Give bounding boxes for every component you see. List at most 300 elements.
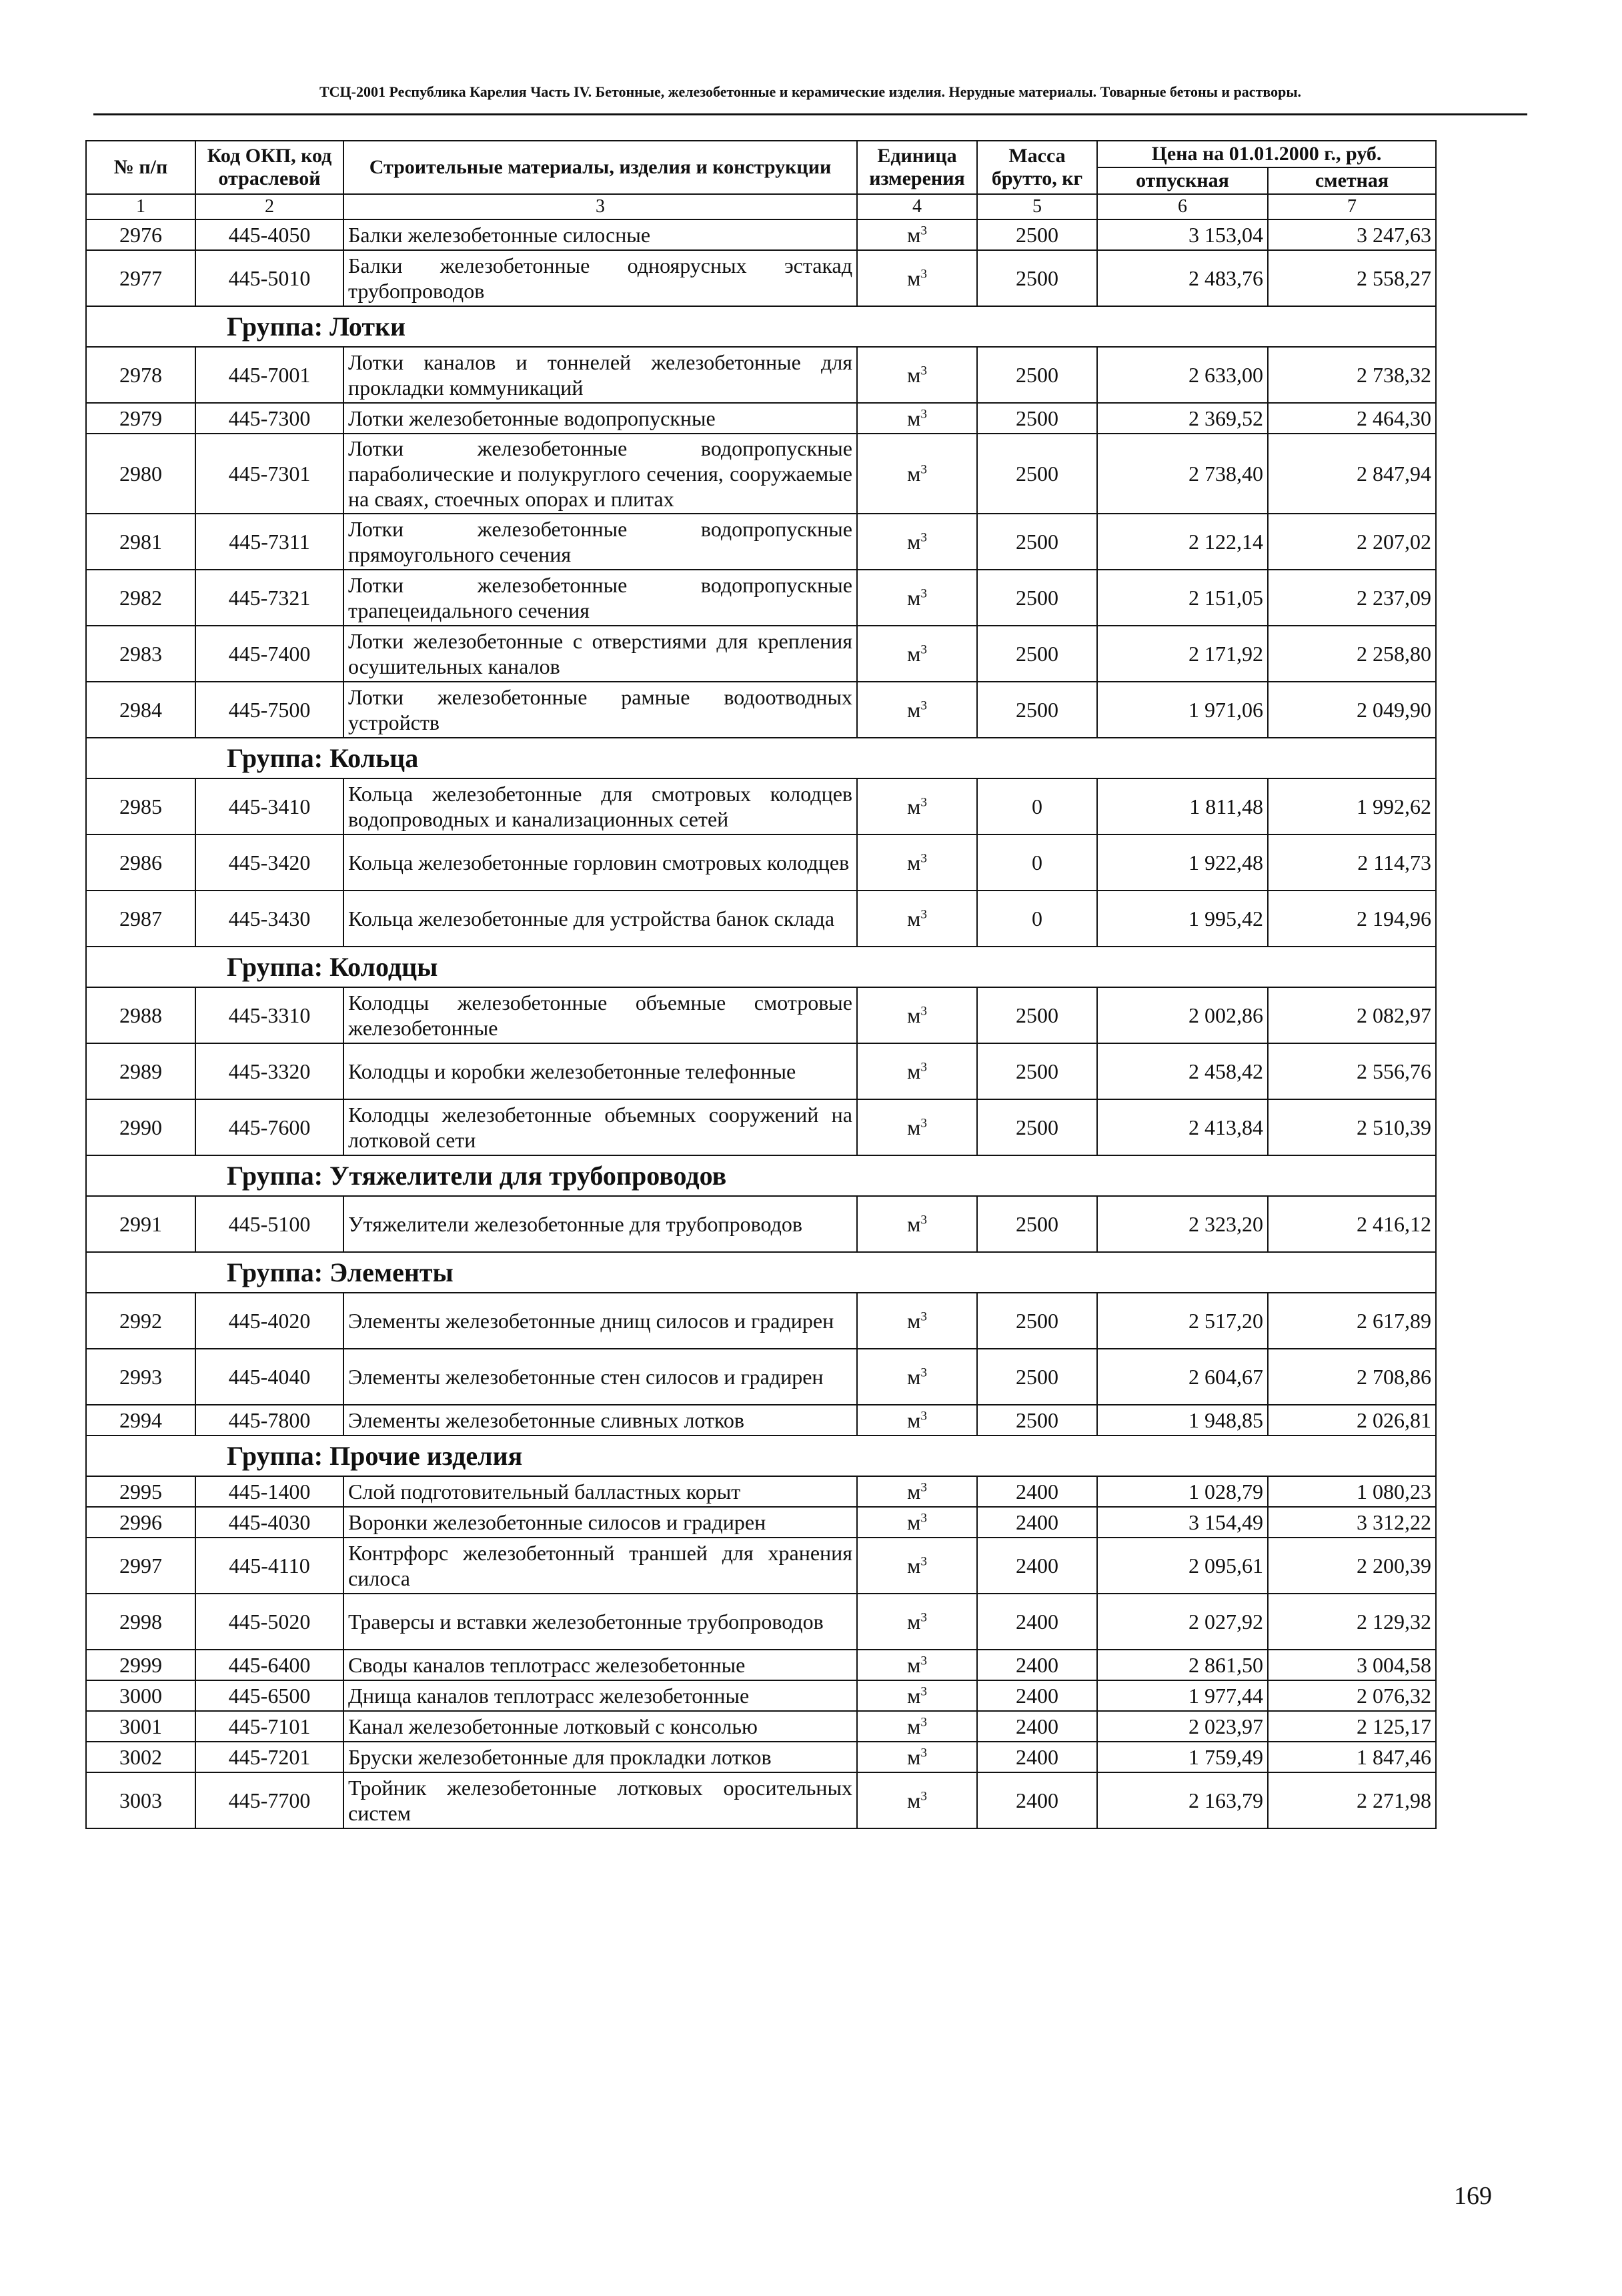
unit-cell [857, 1711, 977, 1742]
row-number: 3002 [86, 1742, 195, 1772]
page-number: 169 [1454, 2182, 1492, 2210]
unit-superscript: 3 [920, 1408, 927, 1423]
okp-code: 445-7800 [195, 1405, 343, 1436]
okp-code: 445-4020 [195, 1293, 343, 1349]
row-number: 3003 [86, 1772, 195, 1828]
unit-text: м [907, 362, 921, 387]
material-name: Колодцы железобетонные объемных сооружений на лотковой сети [343, 1099, 857, 1155]
row-number: 2999 [86, 1650, 195, 1680]
unit-superscript: 3 [920, 1212, 927, 1227]
material-name: Контрфорс железобетонный траншей для хранения силоса [343, 1538, 857, 1594]
unit-superscript: 3 [920, 1480, 927, 1494]
row-number: 2989 [86, 1043, 195, 1099]
estimate-price: 2 049,90 [1268, 682, 1436, 738]
okp-code: 445-7101 [195, 1711, 343, 1742]
estimate-price: 2 194,96 [1268, 891, 1436, 947]
unit-cell [857, 1538, 977, 1594]
unit-text: м [907, 906, 921, 931]
okp-code: 445-7001 [195, 347, 343, 403]
mass-cell: 0 [977, 834, 1097, 891]
mass-cell: 2500 [977, 570, 1097, 626]
table-row [86, 1293, 1436, 1349]
mass-cell: 2500 [977, 403, 1097, 434]
group-title: Группа: Элементы [86, 1252, 1436, 1293]
table-row [86, 1711, 1436, 1742]
table-row [86, 219, 1436, 250]
release-price: 2 517,20 [1097, 1293, 1268, 1349]
group-title: Группа: Прочие изделия [86, 1436, 1436, 1476]
table-row [86, 778, 1436, 834]
estimate-price: 1 992,62 [1268, 778, 1436, 834]
estimate-price: 2 271,98 [1268, 1772, 1436, 1828]
unit-cell [857, 219, 977, 250]
mass-cell: 2500 [977, 219, 1097, 250]
material-name: Днища каналов теплотрасс железобетонные [343, 1680, 857, 1711]
unit-text: м [907, 1553, 921, 1578]
okp-code: 445-7400 [195, 626, 343, 682]
material-name: Канал железобетонные лотковый с консолью [343, 1711, 857, 1742]
release-price: 2 151,05 [1097, 570, 1268, 626]
unit-superscript: 3 [920, 1788, 927, 1803]
price-table [85, 140, 1437, 1829]
mass-cell: 2500 [977, 434, 1097, 514]
row-number: 2996 [86, 1507, 195, 1538]
group-row [86, 1155, 1436, 1196]
material-name: Своды каналов теплотрасс железобетонные [343, 1650, 857, 1680]
okp-code: 445-5100 [195, 1196, 343, 1252]
estimate-price: 2 558,27 [1268, 250, 1436, 306]
estimate-price: 2 464,30 [1268, 403, 1436, 434]
mass-cell: 2400 [977, 1594, 1097, 1650]
row-number: 2986 [86, 834, 195, 891]
col-number: 6 [1097, 194, 1268, 219]
col-number: 2 [195, 194, 343, 219]
material-name: Балки железобетонные одноярусных эстакад трубопроводов [343, 250, 857, 306]
unit-text: м [907, 461, 921, 486]
row-number: 3001 [86, 1711, 195, 1742]
table-row [86, 1507, 1436, 1538]
row-number: 2993 [86, 1349, 195, 1405]
okp-code: 445-4030 [195, 1507, 343, 1538]
row-number: 2990 [86, 1099, 195, 1155]
table-row [86, 1349, 1436, 1405]
material-name: Колодцы и коробки железобетонные телефонные [343, 1043, 857, 1099]
release-price: 3 154,49 [1097, 1507, 1268, 1538]
okp-code: 445-4110 [195, 1538, 343, 1594]
unit-cell [857, 682, 977, 738]
unit-superscript: 3 [920, 850, 927, 865]
estimate-price: 2 207,02 [1268, 514, 1436, 570]
material-name: Слой подготовительный балластных корыт [343, 1476, 857, 1507]
unit-cell [857, 1099, 977, 1155]
release-price: 1 028,79 [1097, 1476, 1268, 1507]
row-number: 2981 [86, 514, 195, 570]
unit-superscript: 3 [920, 642, 927, 656]
row-number: 2995 [86, 1476, 195, 1507]
unit-text: м [907, 1744, 921, 1769]
estimate-price: 2 738,32 [1268, 347, 1436, 403]
col-number: 7 [1268, 194, 1436, 219]
unit-text: м [907, 1115, 921, 1139]
mass-cell: 2500 [977, 347, 1097, 403]
material-name: Элементы железобетонные сливных лотков [343, 1405, 857, 1436]
unit-cell [857, 1196, 977, 1252]
unit-superscript: 3 [920, 1059, 927, 1074]
okp-code: 445-7321 [195, 570, 343, 626]
table-row [86, 250, 1436, 306]
table-row [86, 1196, 1436, 1252]
unit-cell [857, 347, 977, 403]
table-row [86, 1405, 1436, 1436]
mass-cell: 2500 [977, 514, 1097, 570]
table-body [86, 219, 1436, 1828]
estimate-price: 3 247,63 [1268, 219, 1436, 250]
unit-cell [857, 987, 977, 1043]
unit-text: м [907, 697, 921, 722]
col-header-mass: Масса брутто, кг [977, 141, 1097, 194]
unit-text: м [907, 1683, 921, 1708]
okp-code: 445-7600 [195, 1099, 343, 1155]
estimate-price: 2 082,97 [1268, 987, 1436, 1043]
release-price: 2 023,97 [1097, 1711, 1268, 1742]
table-row [86, 1099, 1436, 1155]
unit-text: м [907, 265, 921, 290]
row-number: 2984 [86, 682, 195, 738]
release-price: 2 122,14 [1097, 514, 1268, 570]
estimate-price: 2 076,32 [1268, 1680, 1436, 1711]
release-price: 1 759,49 [1097, 1742, 1268, 1772]
unit-text: м [907, 1714, 921, 1738]
estimate-price: 2 026,81 [1268, 1405, 1436, 1436]
mass-cell: 0 [977, 778, 1097, 834]
col-number: 3 [343, 194, 857, 219]
col-number: 5 [977, 194, 1097, 219]
release-price: 2 027,92 [1097, 1594, 1268, 1650]
unit-superscript: 3 [920, 223, 927, 237]
table-row [86, 347, 1436, 403]
unit-text: м [907, 529, 921, 554]
mass-cell: 2500 [977, 682, 1097, 738]
unit-text: м [907, 1211, 921, 1236]
material-name: Элементы железобетонные стен силосов и градирен [343, 1349, 857, 1405]
estimate-price: 1 847,46 [1268, 1742, 1436, 1772]
unit-superscript: 3 [920, 363, 927, 378]
estimate-price: 2 416,12 [1268, 1196, 1436, 1252]
unit-cell [857, 514, 977, 570]
row-number: 2980 [86, 434, 195, 514]
estimate-price: 2 114,73 [1268, 834, 1436, 891]
table-row [86, 1538, 1436, 1594]
material-name: Элементы железобетонные днищ силосов и градирен [343, 1293, 857, 1349]
release-price: 1 977,44 [1097, 1680, 1268, 1711]
group-row [86, 947, 1436, 987]
table-row [86, 682, 1436, 738]
col-number: 4 [857, 194, 977, 219]
unit-text: м [907, 1788, 921, 1812]
material-name: Траверсы и вставки железобетонные трубопроводов [343, 1594, 857, 1650]
release-price: 2 163,79 [1097, 1772, 1268, 1828]
row-number: 2998 [86, 1594, 195, 1650]
row-number: 2991 [86, 1196, 195, 1252]
unit-cell [857, 626, 977, 682]
mass-cell: 2400 [977, 1650, 1097, 1680]
release-price: 1 922,48 [1097, 834, 1268, 891]
estimate-price: 1 080,23 [1268, 1476, 1436, 1507]
mass-cell: 2400 [977, 1680, 1097, 1711]
row-number: 2983 [86, 626, 195, 682]
col-header-estimate: сметная [1268, 167, 1436, 194]
material-name: Бруски железобетонные для прокладки лотков [343, 1742, 857, 1772]
table-row [86, 1594, 1436, 1650]
estimate-price: 2 617,89 [1268, 1293, 1436, 1349]
column-numbers-row [86, 194, 1436, 219]
col-header-name: Строительные материалы, изделия и конструкции [343, 141, 857, 194]
group-row [86, 306, 1436, 347]
material-name: Балки железобетонные силосные [343, 219, 857, 250]
release-price: 1 971,06 [1097, 682, 1268, 738]
release-price: 2 738,40 [1097, 434, 1268, 514]
okp-code: 445-4050 [195, 219, 343, 250]
unit-superscript: 3 [920, 698, 927, 712]
unit-superscript: 3 [920, 530, 927, 544]
table-row [86, 1650, 1436, 1680]
unit-text: м [907, 1479, 921, 1504]
okp-code: 445-5020 [195, 1594, 343, 1650]
unit-cell [857, 1594, 977, 1650]
unit-superscript: 3 [920, 586, 927, 600]
material-name: Воронки железобетонные силосов и градирен [343, 1507, 857, 1538]
release-price: 2 171,92 [1097, 626, 1268, 682]
table-row [86, 403, 1436, 434]
okp-code: 445-6500 [195, 1680, 343, 1711]
unit-superscript: 3 [920, 462, 927, 476]
unit-cell [857, 834, 977, 891]
estimate-price: 2 125,17 [1268, 1711, 1436, 1742]
unit-cell [857, 1043, 977, 1099]
unit-superscript: 3 [920, 1745, 927, 1760]
estimate-price: 2 129,32 [1268, 1594, 1436, 1650]
group-title: Группа: Кольца [86, 738, 1436, 778]
release-price: 2 861,50 [1097, 1650, 1268, 1680]
okp-code: 445-7700 [195, 1772, 343, 1828]
row-number: 2976 [86, 219, 195, 250]
unit-cell [857, 570, 977, 626]
release-price: 2 095,61 [1097, 1538, 1268, 1594]
row-number: 2987 [86, 891, 195, 947]
unit-superscript: 3 [920, 794, 927, 809]
mass-cell: 0 [977, 891, 1097, 947]
material-name: Лотки железобетонные с отверстиями для крепления осушительных каналов [343, 626, 857, 682]
release-price: 2 369,52 [1097, 403, 1268, 434]
price-table-container [85, 140, 1435, 1829]
table-row [86, 434, 1436, 514]
unit-text: м [907, 850, 921, 875]
mass-cell: 2500 [977, 1293, 1097, 1349]
table-row [86, 1742, 1436, 1772]
mass-cell: 2500 [977, 1405, 1097, 1436]
col-header-num: № п/п [86, 141, 195, 194]
release-price: 1 948,85 [1097, 1405, 1268, 1436]
okp-code: 445-7311 [195, 514, 343, 570]
unit-cell [857, 1507, 977, 1538]
material-name: Лотки железобетонные водопропускные параболические и полукруглого сечения, сооружаемые на сваях, стоечных опорах и плитах [343, 434, 857, 514]
unit-cell [857, 1476, 977, 1507]
row-number: 2988 [86, 987, 195, 1043]
group-row [86, 1436, 1436, 1476]
table-row [86, 1043, 1436, 1099]
unit-text: м [907, 1510, 921, 1534]
col-header-code: Код ОКП, код отраслевой [195, 141, 343, 194]
material-name: Кольца железобетонные для смотровых колодцев водопроводных и канализационных сетей [343, 778, 857, 834]
page-header: ТСЦ-2001 Республика Карелия Часть IV. Бетонные, железобетонные и керамические изделия. Нерудные материалы. Товарные бетоны и растворы. [93, 79, 1527, 115]
estimate-price: 2 847,94 [1268, 434, 1436, 514]
estimate-price: 2 200,39 [1268, 1538, 1436, 1594]
material-name: Лотки железобетонные водопропускные прямоугольного сечения [343, 514, 857, 570]
unit-cell [857, 1650, 977, 1680]
release-price: 2 458,42 [1097, 1043, 1268, 1099]
unit-text: м [907, 222, 921, 247]
group-title: Группа: Утяжелители для трубопроводов [86, 1155, 1436, 1196]
material-name: Лотки железобетонные водопропускные [343, 403, 857, 434]
table-row [86, 834, 1436, 891]
mass-cell: 2400 [977, 1772, 1097, 1828]
unit-cell [857, 250, 977, 306]
mass-cell: 2400 [977, 1711, 1097, 1742]
material-name: Утяжелители железобетонные для трубопроводов [343, 1196, 857, 1252]
unit-text: м [907, 1407, 921, 1432]
col-number: 1 [86, 194, 195, 219]
group-title: Группа: Колодцы [86, 947, 1436, 987]
mass-cell: 2400 [977, 1476, 1097, 1507]
okp-code: 445-3430 [195, 891, 343, 947]
unit-text: м [907, 1609, 921, 1634]
unit-superscript: 3 [920, 1684, 927, 1698]
okp-code: 445-3410 [195, 778, 343, 834]
row-number: 2982 [86, 570, 195, 626]
table-row [86, 570, 1436, 626]
row-number: 2994 [86, 1405, 195, 1436]
unit-cell [857, 434, 977, 514]
unit-cell [857, 1742, 977, 1772]
mass-cell: 2400 [977, 1538, 1097, 1594]
okp-code: 445-3310 [195, 987, 343, 1043]
mass-cell: 2400 [977, 1742, 1097, 1772]
unit-text: м [907, 1059, 921, 1083]
unit-text: м [907, 1308, 921, 1333]
table-row [86, 1680, 1436, 1711]
table-row [86, 514, 1436, 570]
unit-cell [857, 1772, 977, 1828]
release-price: 2 413,84 [1097, 1099, 1268, 1155]
table-row [86, 891, 1436, 947]
unit-superscript: 3 [920, 1510, 927, 1525]
unit-cell [857, 1293, 977, 1349]
unit-text: м [907, 794, 921, 818]
unit-superscript: 3 [920, 266, 927, 281]
material-name: Лотки каналов и тоннелей железобетонные для прокладки коммуникаций [343, 347, 857, 403]
unit-superscript: 3 [920, 406, 927, 421]
estimate-price: 3 312,22 [1268, 1507, 1436, 1538]
row-number: 2978 [86, 347, 195, 403]
table-row [86, 1772, 1436, 1828]
group-row [86, 1252, 1436, 1293]
material-name: Тройник железобетонные лотковых оросительных систем [343, 1772, 857, 1828]
okp-code: 445-7500 [195, 682, 343, 738]
row-number: 2977 [86, 250, 195, 306]
unit-superscript: 3 [920, 1653, 927, 1668]
table-row [86, 626, 1436, 682]
mass-cell: 2500 [977, 1099, 1097, 1155]
release-price: 2 323,20 [1097, 1196, 1268, 1252]
mass-cell: 2400 [977, 1507, 1097, 1538]
unit-superscript: 3 [920, 907, 927, 921]
estimate-price: 2 556,76 [1268, 1043, 1436, 1099]
okp-code: 445-5010 [195, 250, 343, 306]
material-name: Кольца железобетонные горловин смотровых колодцев [343, 834, 857, 891]
unit-superscript: 3 [920, 1003, 927, 1018]
mass-cell: 2500 [977, 1043, 1097, 1099]
okp-code: 445-4040 [195, 1349, 343, 1405]
release-price: 2 633,00 [1097, 347, 1268, 403]
material-name: Лотки железобетонные водопропускные трапецеидального сечения [343, 570, 857, 626]
unit-text: м [907, 585, 921, 610]
unit-text: м [907, 1003, 921, 1027]
unit-cell [857, 1349, 977, 1405]
estimate-price: 2 258,80 [1268, 626, 1436, 682]
row-number: 2985 [86, 778, 195, 834]
okp-code: 445-3320 [195, 1043, 343, 1099]
mass-cell: 2500 [977, 250, 1097, 306]
table-row [86, 1476, 1436, 1507]
release-price: 2 483,76 [1097, 250, 1268, 306]
row-number: 2992 [86, 1293, 195, 1349]
estimate-price: 2 510,39 [1268, 1099, 1436, 1155]
mass-cell: 2500 [977, 1349, 1097, 1405]
unit-cell [857, 1405, 977, 1436]
col-header-unit: Единица измерения [857, 141, 977, 194]
unit-text: м [907, 1364, 921, 1389]
estimate-price: 2 708,86 [1268, 1349, 1436, 1405]
release-price: 1 995,42 [1097, 891, 1268, 947]
unit-cell [857, 778, 977, 834]
unit-cell [857, 891, 977, 947]
okp-code: 445-3420 [195, 834, 343, 891]
table-row [86, 987, 1436, 1043]
group-row [86, 738, 1436, 778]
unit-text: м [907, 641, 921, 666]
unit-superscript: 3 [920, 1309, 927, 1323]
okp-code: 445-6400 [195, 1650, 343, 1680]
release-price: 1 811,48 [1097, 778, 1268, 834]
mass-cell: 2500 [977, 1196, 1097, 1252]
okp-code: 445-7301 [195, 434, 343, 514]
material-name: Лотки железобетонные рамные водоотводных устройств [343, 682, 857, 738]
material-name: Кольца железобетонные для устройства банок склада [343, 891, 857, 947]
col-header-price: Цена на 01.01.2000 г., руб. [1097, 141, 1436, 167]
okp-code: 445-7201 [195, 1742, 343, 1772]
okp-code: 445-1400 [195, 1476, 343, 1507]
release-price: 2 002,86 [1097, 987, 1268, 1043]
release-price: 3 153,04 [1097, 219, 1268, 250]
unit-cell [857, 1680, 977, 1711]
unit-superscript: 3 [920, 1714, 927, 1729]
mass-cell: 2500 [977, 626, 1097, 682]
unit-text: м [907, 406, 921, 430]
group-title: Группа: Лотки [86, 306, 1436, 347]
material-name: Колодцы железобетонные объемные смотровые железобетонные [343, 987, 857, 1043]
release-price: 2 604,67 [1097, 1349, 1268, 1405]
col-header-release: отпускная [1097, 167, 1268, 194]
